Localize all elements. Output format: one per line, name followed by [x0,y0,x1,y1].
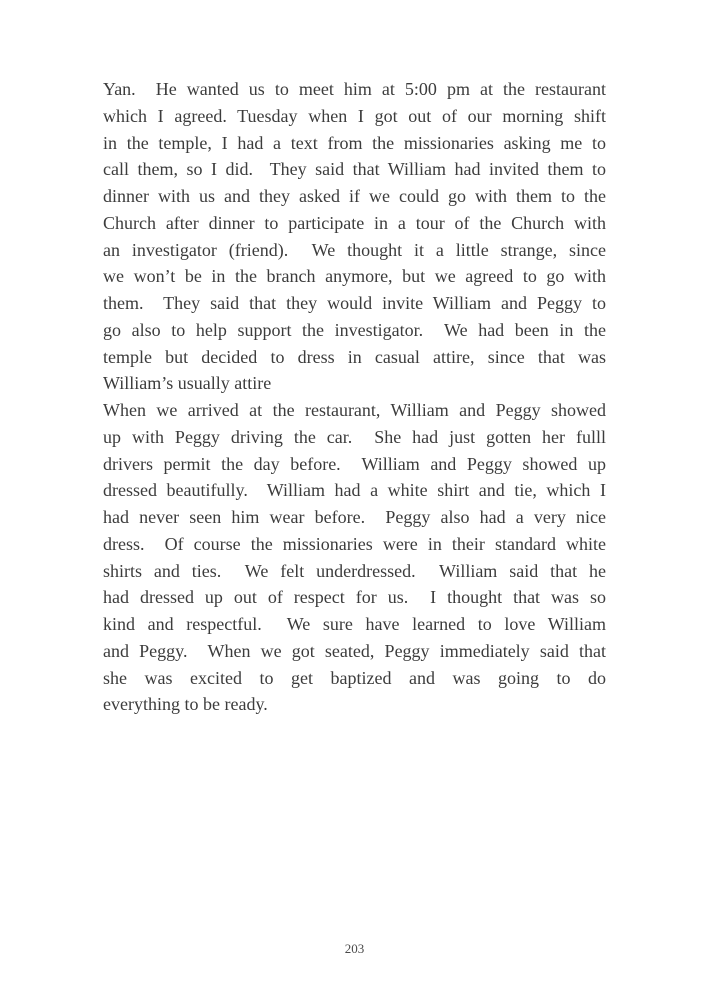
text-line: Church after dinner to participate in a tour of the Church with [103,212,606,233]
text-line: kind and respectful. We sure have learned to love William [103,614,606,634]
text-line: she was excited to get baptized and was going to do [103,667,606,688]
text-line: dressed beautifully. William had a white shirt and tie, which I [103,480,606,501]
text-line: up with Peggy driving the car. She had just gotten her fulll [103,426,606,447]
text-line: we won’t be in the branch anymore, but we agreed to go with [103,266,606,287]
text-line: dress. Of course the missionaries were in their standard white [103,533,606,554]
text-line: William’s usually attire [103,373,272,394]
page-number: 203 [344,941,365,956]
text-line: had never seen him wear before. Peggy also had a very nice [103,507,606,527]
text-line: call them, so I did. They said that William had invited them to [103,159,606,180]
text-line: them. They said that they would invite William and Peggy to [103,293,606,313]
text-line: Yan. He wanted us to meet him at 5:00 pm at the restaurant [103,79,606,99]
text-line: an investigator (friend). We thought it a little strange, since [103,239,606,260]
text-line: and Peggy. When we got seated, Peggy immediately said that [103,640,606,661]
text-line: temple but decided to dress in casual attire, since that was [103,346,606,367]
text-line: had dressed up out of respect for us. I thought that was so [103,587,606,608]
page-text [103,76,606,718]
text-line: dinner with us and they asked if we could go with them to the [103,186,606,206]
text-line: everything to be ready. [103,694,268,715]
text-line: go also to help support the investigator. We had been in the [103,319,606,340]
text-line: shirts and ties. We felt underdressed. William said that he [103,560,606,581]
text-line: When we arrived at the restaurant, William and Peggy showed [103,400,606,420]
text-line: drivers permit the day before. William and Peggy showed up [103,453,606,474]
text-line: which I agreed. Tuesday when I got out of our morning shift [103,105,606,126]
text-line: in the temple, I had a text from the missionaries asking me to [103,132,606,153]
